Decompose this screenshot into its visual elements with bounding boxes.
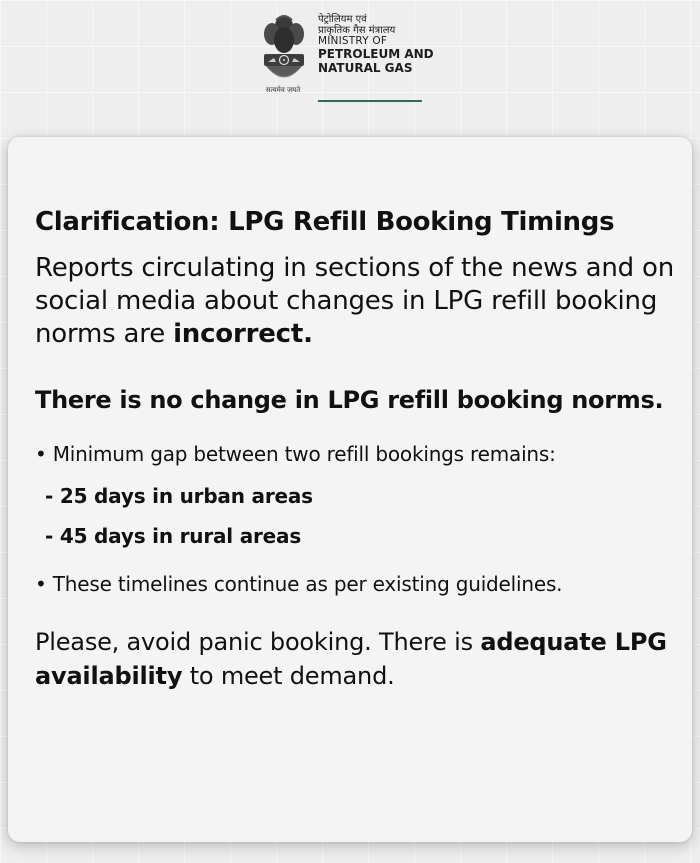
card-title: Clarification: LPG Refill Booking Timings bbox=[35, 207, 615, 237]
ministry-hindi-line-2: प्राकृतिक गैस मंत्रालय bbox=[318, 25, 396, 37]
ministry-natural-gas-label: NATURAL GAS bbox=[318, 60, 413, 75]
bullet-minimum-gap: • Minimum gap between two refill bookings remains: bbox=[35, 442, 556, 467]
header-divider bbox=[318, 100, 422, 102]
urban-gap-item: - 25 days in urban areas bbox=[45, 484, 313, 509]
ministry-name bbox=[318, 14, 434, 75]
ministry-header bbox=[0, 0, 700, 110]
clarification-card bbox=[8, 137, 692, 842]
intro-text: Reports circulating in sections of the news and on social media about changes in LPG refill booking norms are bbox=[35, 253, 675, 349]
card-content bbox=[35, 207, 675, 693]
ministry-of-label: MINISTRY OF bbox=[318, 35, 388, 48]
closing-bold: adequate LPG availability bbox=[35, 628, 667, 690]
closing-paragraph bbox=[35, 626, 675, 692]
closing-text-2: to meet demand. bbox=[182, 661, 395, 690]
closing-text-1: Please, avoid panic booking. There is bbox=[35, 628, 481, 657]
ministry-petroleum-label: PETROLEUM AND bbox=[318, 47, 434, 62]
national-emblem-icon bbox=[258, 10, 310, 96]
bullet-timelines: • These timelines continue as per existing guidelines. bbox=[35, 572, 563, 597]
rural-gap-item: - 45 days in rural areas bbox=[45, 524, 302, 549]
no-change-statement: There is no change in LPG refill booking norms. bbox=[35, 386, 664, 415]
emblem-motto: सत्यमेव जयते bbox=[265, 86, 301, 94]
ministry-hindi-line-1: पेट्रोलियम एवं bbox=[318, 14, 367, 25]
intro-paragraph bbox=[35, 252, 675, 350]
intro-bold: incorrect. bbox=[173, 318, 313, 349]
